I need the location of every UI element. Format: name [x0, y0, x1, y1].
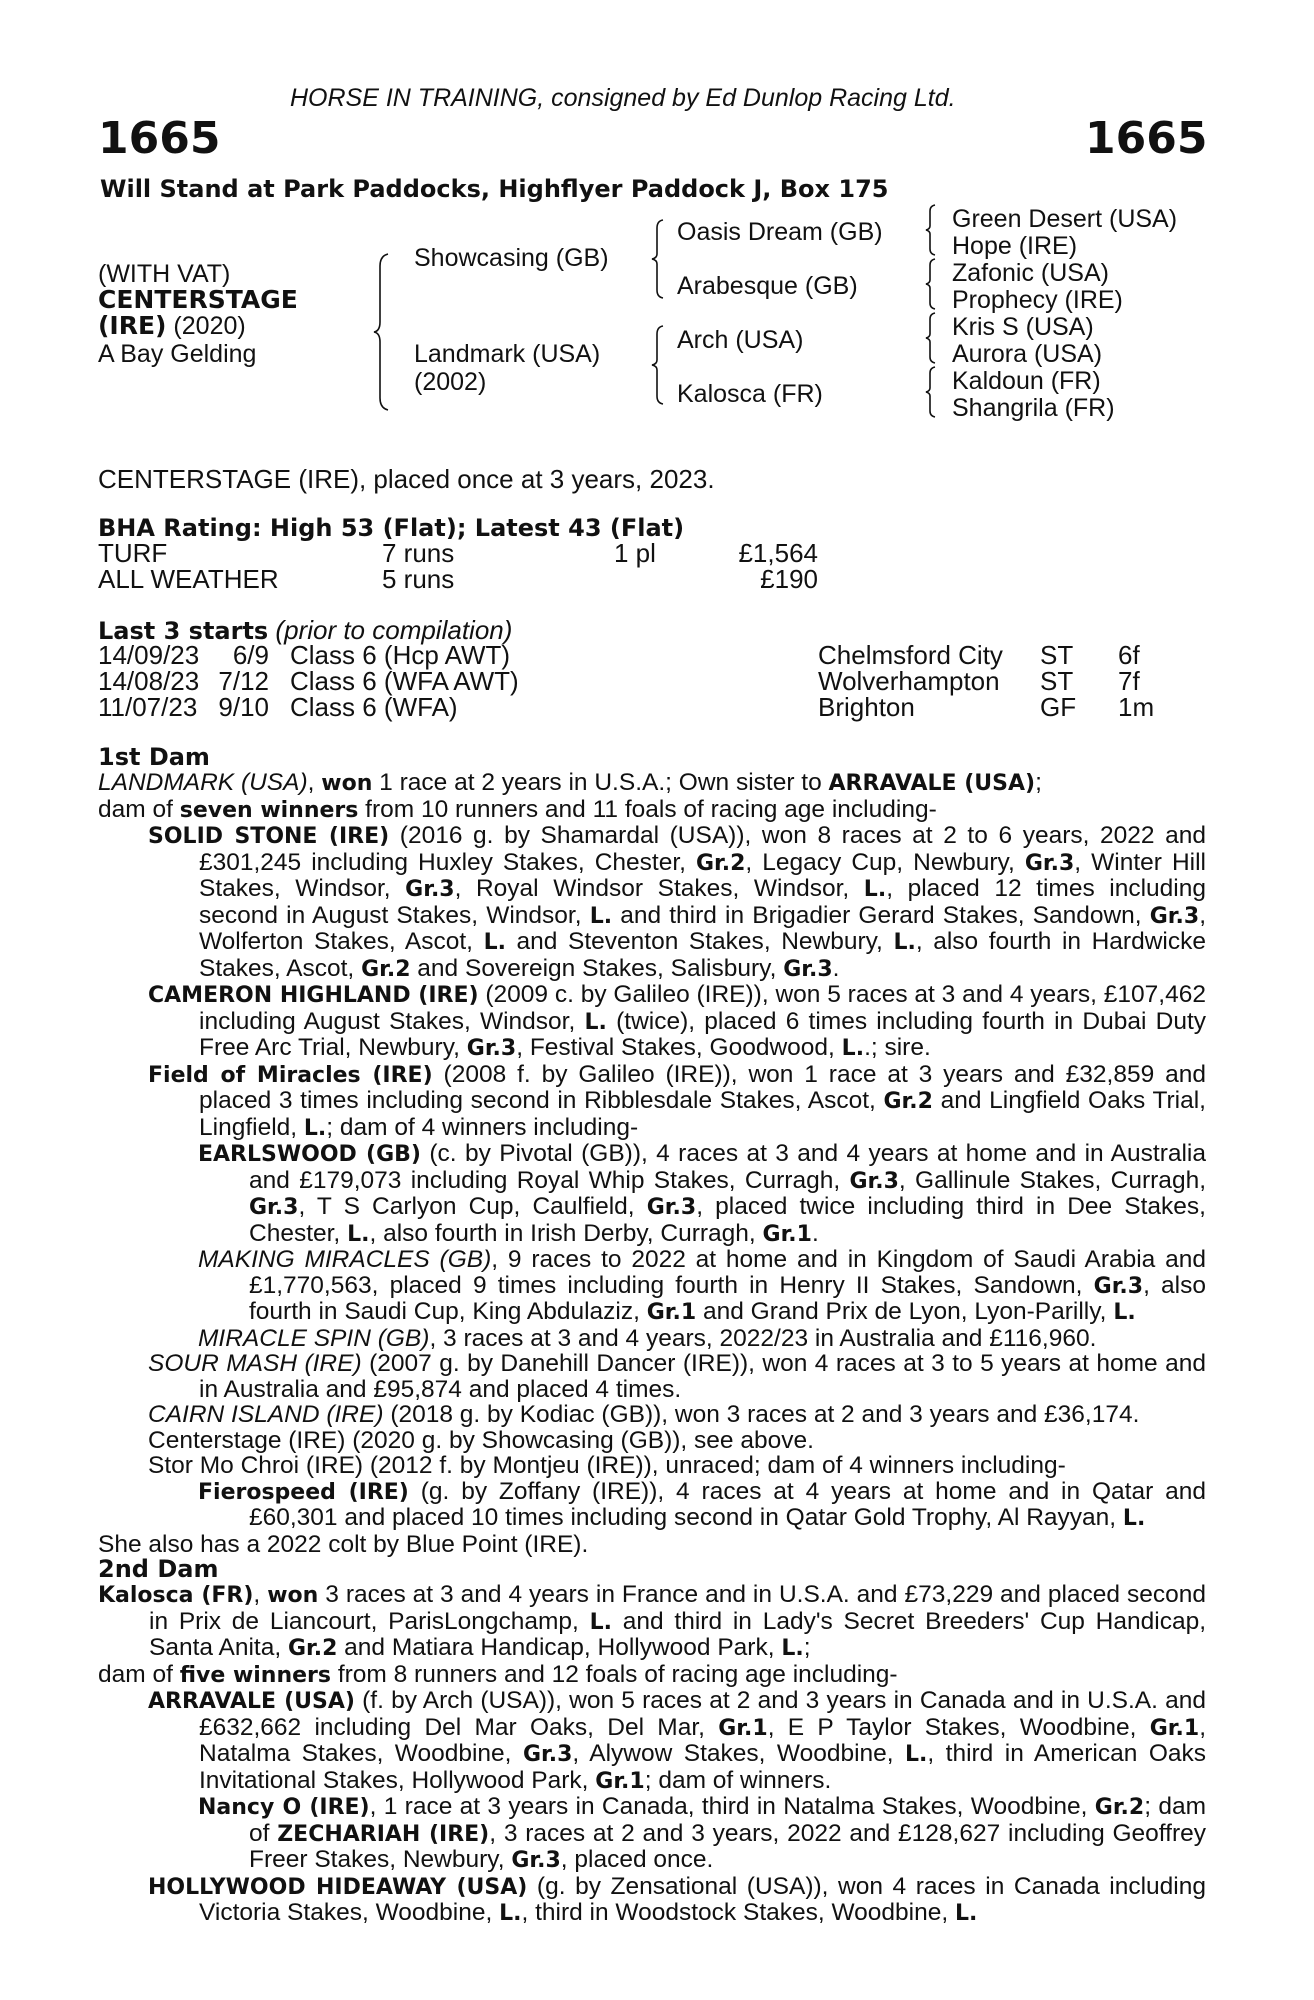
- last-starts-note: (prior to compilation): [268, 615, 513, 645]
- produce-hollywood-hideaway: HOLLYWOOD HIDEAWAY (USA) (g. by Zensational (USA)), won 4 races in Canada including Victoria Stakes, Woodbine, L., third in Woodstock Stakes, Woodbine, L.: [148, 1872, 1207, 1926]
- produce-cameron-highland: CAMERON HIGHLAND (IRE) (2009 c. by Galileo (IRE)), won 5 races at 3 and 4 years, £107,462 including August Stakes, Windsor, L. (twice), placed 6 times including fourth in Dubai Duty Free Arc Trial, Newbury, Gr.3, Festival Stakes, Goodwood, L..; sire.: [148, 981, 1206, 1061]
- start-2-date: 14/08/23: [98, 666, 200, 696]
- last-starts-title: Last 3 starts: [98, 617, 269, 645]
- rating-aw-prize: £190: [760, 564, 818, 594]
- start-2-race: Class 6 (WFA AWT): [290, 666, 519, 696]
- lot-number-right: 1665: [1085, 113, 1208, 164]
- produce-earlswood: EARLSWOOD (GB) (c. by Pivotal (GB)), 4 races at 3 and 4 years at home and in Australia and £179,073 including Royal Whip Stakes, Curragh, Gr.3, Gallinule Stakes, Curragh, Gr.3, T S Carlyon Cup, Caulfield, Gr.3, placed twice including third in Dee Stakes, Chester, L., also fourth in Irish Derby, Curragh, Gr.1.: [198, 1140, 1207, 1247]
- pedigree-brace-g1: [924, 203, 938, 257]
- start-1-course: Chelmsford City: [818, 640, 1003, 670]
- bha-rating-heading: BHA Rating: High 53 (Flat); Latest 43 (Flat): [98, 514, 685, 542]
- rating-turf-runs: 7 runs: [382, 538, 455, 568]
- pedigree-g3: Zafonic (USA): [952, 259, 1109, 287]
- produce-making-miracles: MAKING MIRACLES (GB), 9 races to 2022 at home and in Kingdom of Saudi Arabia and £1,770,563, placed 9 times including fourth in Henry II Stakes, Sandown, Gr.3, also fourth in Saudi Cup, King Abdulaziz, Gr.1 and Grand Prix de Lyon, Lyon-Parilly, L.: [198, 1246, 1206, 1325]
- pedigree-dam-year: (2002): [414, 368, 487, 396]
- second-dam-block: [98, 1582, 1206, 1927]
- start-1-date: 14/09/23: [98, 640, 200, 670]
- produce-sour-mash: SOUR MASH (IRE) (2007 g. by Danehill Dancer (IRE)), won 4 races at 3 to 5 years at home and in Australia and £95,874 and placed 4 times.: [148, 1350, 1207, 1403]
- first-dam-heading: 1st Dam: [98, 743, 210, 771]
- lot-number-left: 1665: [98, 113, 221, 164]
- pedigree-g4: Prophecy (IRE): [952, 286, 1123, 314]
- lot-title: HORSE IN TRAINING, consigned by Ed Dunlop Racing Ltd.: [290, 84, 956, 112]
- produce-fierospeed: Fierospeed (IRE) (g. by Zoffany (IRE)), 4 races at 4 years at home and in Qatar and £60,301 and placed 10 times including second in Qatar Gold Trophy, Al Rayyan, L.: [198, 1477, 1207, 1531]
- produce-centerstage: Centerstage (IRE) (2020 g. by Showcasing (GB)), see above.: [148, 1426, 814, 1454]
- pedigree-dam: Landmark (USA): [414, 340, 601, 368]
- pedigree-g8: Shangrila (FR): [952, 394, 1115, 422]
- first-dam-closing: She also has a 2022 colt by Blue Point (IRE).: [98, 1530, 589, 1558]
- produce-nancy-o: Nancy O (IRE), 1 race at 3 years in Canada, third in Natalma Stakes, Woodbine, Gr.2; dam of ZECHARIAH (IRE), 3 races at 2 and 3 years, 2022 and £128,627 including Geoffrey Freer Stakes, Newbury, Gr.3, placed once.: [198, 1793, 1206, 1873]
- pedigree-g6: Aurora (USA): [952, 340, 1103, 368]
- pedigree-brace-g2: [924, 257, 938, 311]
- horse-origin: (IRE): [98, 311, 167, 340]
- start-2-course: Wolverhampton: [818, 666, 1000, 696]
- pedigree-g7: Kaldoun (FR): [952, 367, 1101, 395]
- vat-label: (WITH VAT): [98, 260, 231, 288]
- start-1-distance: 6f: [1118, 640, 1140, 670]
- rating-turf-prize: £1,564: [738, 538, 818, 568]
- start-1-pos: 6/9: [232, 640, 269, 670]
- produce-miracle-spin: MIRACLE SPIN (GB), 3 races at 3 and 4 years, 2022/23 in Australia and £116,960.: [198, 1324, 1097, 1352]
- horse-description: A Bay Gelding: [98, 340, 257, 368]
- start-1-race: Class 6 (Hcp AWT): [290, 640, 511, 670]
- start-3-distance: 1m: [1118, 692, 1155, 722]
- start-1-going: ST: [1040, 640, 1074, 670]
- start-3-going: GF: [1040, 692, 1077, 722]
- pedigree-sire: Showcasing (GB): [414, 244, 609, 272]
- race-summary: CENTERSTAGE (IRE), placed once at 3 years, 2023.: [98, 464, 715, 494]
- pedigree-brace-dam: [650, 324, 666, 406]
- first-dam-produce: dam of seven winners from 10 runners and 11 foals of racing age including-: [98, 795, 937, 823]
- pedigree-brace-g3: [924, 311, 938, 365]
- rating-aw-surface: ALL WEATHER: [98, 564, 279, 594]
- produce-solid-stone: SOLID STONE (IRE) (2016 g. by Shamardal (USA)), won 8 races at 2 to 6 years, 2022 and £301,245 including Huxley Stakes, Chester, Gr.2, Legacy Cup, Newbury, Gr.3, Winter Hill Stakes, Windsor, Gr.3, Royal Windsor Stakes, Windsor, L., placed 12 times including second in August Stakes, Windsor, L. and third in Brigadier Gerard Stakes, Sandown, Gr.3, Wolferton Stakes, Ascot, L. and Steventon Stakes, Newbury, L., also fourth in Hardwicke Stakes, Ascot, Gr.2 and Sovereign Stakes, Salisbury, Gr.3.: [148, 822, 1206, 982]
- produce-stor-mo-chroi: Stor Mo Chroi (IRE) (2012 f. by Montjeu (IRE)), unraced; dam of 4 winners including-: [148, 1452, 1066, 1479]
- start-3-pos: 9/10: [218, 692, 269, 722]
- start-2-going: ST: [1040, 666, 1074, 696]
- pedigree-sire-dam: Arabesque (GB): [677, 272, 858, 300]
- first-dam-intro: LANDMARK (USA), won 1 race at 2 years in U.S.A.; Own sister to ARRAVALE (USA);: [98, 769, 1042, 796]
- second-dam-produce: dam of five winners from 8 runners and 12 foals of racing age including-: [98, 1660, 898, 1688]
- start-3-race: Class 6 (WFA): [290, 692, 458, 722]
- pedigree-brace-main: [372, 252, 392, 412]
- produce-field-of-miracles: Field of Miracles (IRE) (2008 f. by Galileo (IRE)), won 1 race at 3 years and £32,859 and placed 3 times including second in Ribblesdale Stakes, Ascot, Gr.2 and Lingfield Oaks Trial, Lingfield, L.; dam of 4 winners including-: [148, 1060, 1206, 1141]
- pedigree-g1: Green Desert (USA): [952, 205, 1178, 233]
- first-dam-block: [98, 770, 1206, 1557]
- pedigree-sire-sire: Oasis Dream (GB): [677, 218, 883, 246]
- pedigree-brace-g4: [924, 365, 938, 419]
- second-dam-intro: Kalosca (FR), won 3 races at 3 and 4 years in France and in U.S.A. and £73,229 and placed second in Prix de Liancourt, ParisLongchamp, L. and third in Lady's Secret Breeders' Cup Handicap, Santa Anita, Gr.2 and Matiara Handicap, Hollywood Park, L.;: [98, 1581, 1206, 1661]
- start-2-pos: 7/12: [218, 666, 269, 696]
- rating-aw-runs: 5 runs: [382, 564, 455, 594]
- start-2-distance: 7f: [1118, 666, 1140, 696]
- pedigree-brace-sire: [650, 218, 666, 300]
- start-3-course: Brighton: [818, 692, 915, 722]
- pedigree-g5: Kris S (USA): [952, 313, 1094, 341]
- pedigree-dam-sire: Arch (USA): [677, 326, 804, 354]
- pedigree-dam-dam: Kalosca (FR): [677, 380, 823, 408]
- horse-name: CENTERSTAGE: [98, 285, 298, 314]
- second-dam-heading: 2nd Dam: [98, 1555, 219, 1583]
- rating-turf-surface: TURF: [98, 538, 168, 568]
- pedigree-g2: Hope (IRE): [952, 232, 1078, 260]
- produce-arravale: ARRAVALE (USA) (f. by Arch (USA)), won 5 races at 2 and 3 years in Canada and in U.S.A. and £632,662 including Del Mar Oaks, Del Mar, Gr.1, E P Taylor Stakes, Woodbine, Gr.1, Natalma Stakes, Woodbine, Gr.3, Alywow Stakes, Woodbine, L., third in American Oaks Invitational Stakes, Hollywood Park, Gr.1; dam of winners.: [148, 1687, 1206, 1794]
- horse-origin-year: [98, 312, 246, 340]
- produce-cairn-island: CAIRN ISLAND (IRE) (2018 g. by Kodiac (GB)), won 3 races at 2 and 3 years and £36,174.: [148, 1401, 1140, 1428]
- stand-location: Will Stand at Park Paddocks, Highflyer Paddock J, Box 175: [100, 175, 889, 203]
- start-3-date: 11/07/23: [98, 692, 198, 722]
- horse-year: (2020): [166, 312, 246, 340]
- rating-turf-placed: 1 pl: [614, 538, 656, 568]
